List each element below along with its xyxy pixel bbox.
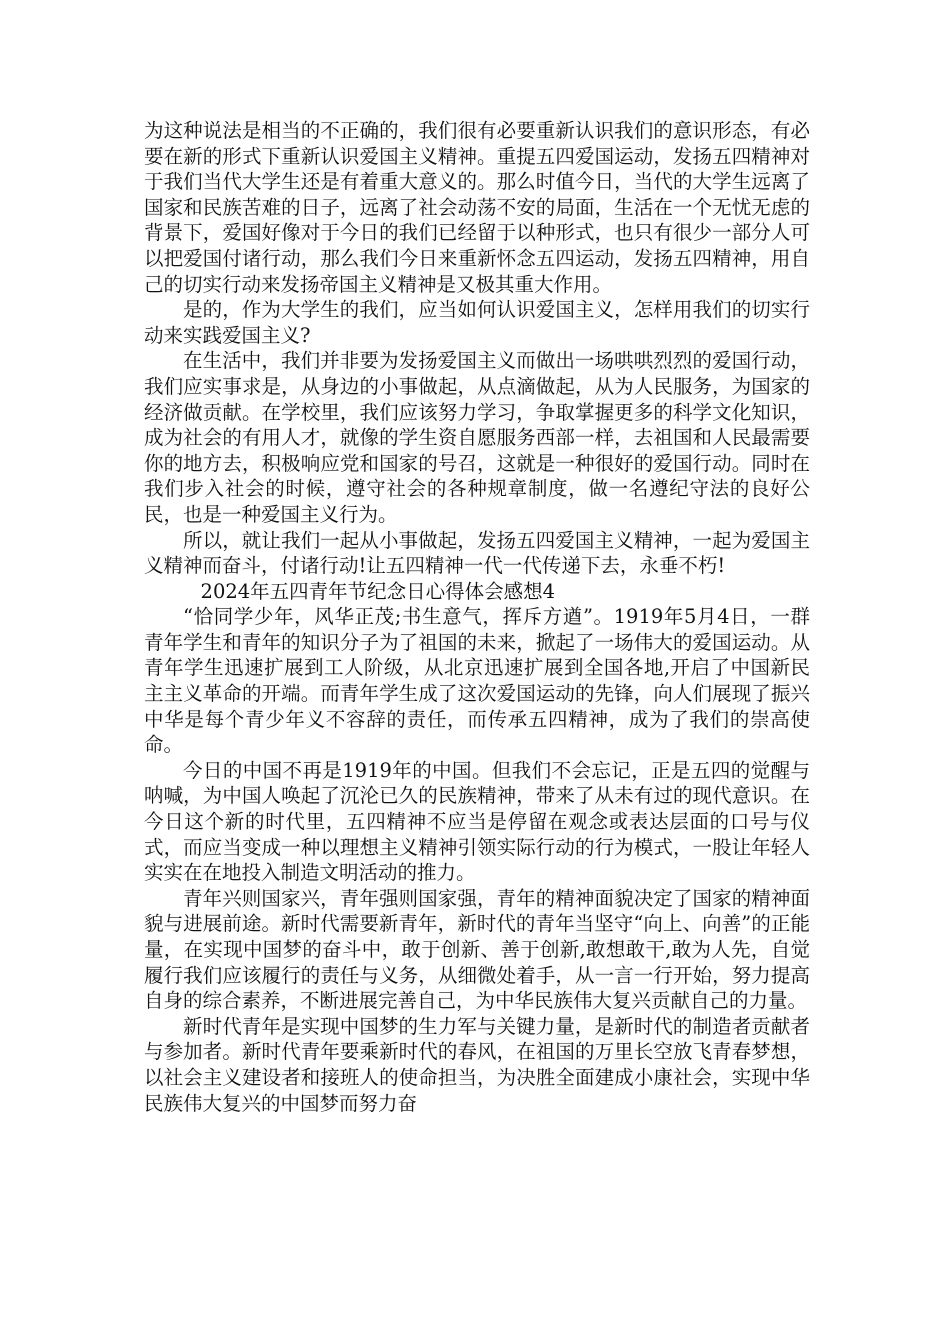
paragraph: 是的，作为大学生的我们，应当如何认识爱国主义，怎样用我们的切实行动来实践爱国主义? [144,298,810,347]
paragraph: 所以，就让我们一起从小事做起，发扬五四爱国主义精神，一起为爱国主义精神而奋斗，付诸行动!让五四精神一代一代传递下去，永垂不朽! [144,528,810,578]
paragraph: 在生活中，我们并非要为发扬爱国主义而做出一场哄哄烈烈的爱国行动，我们应实事求是，从身边的小事做起，从点滴做起，从为人民服务，为国家的经济做贡献。在学校里，我们应该努力学习，争取掌握更多的科学文化知识，成为社会的有用人才，就像的学生资自愿服务西部一样，去祖国和人民最需要你的地方去，积极响应党和国家的号召，这就是一种很好的爱国行动。同时在我们步入社会的时候，遵守社会的各种规章制度，做一名遵纪守法的良好公民，也是一种爱国主义行为。 [144,349,810,526]
document-body [144,118,810,1116]
section-heading: 2024年五四青年节纪念日心得体会感想4 [200,579,556,603]
paragraph: 青年兴则国家兴，青年强则国家强，青年的精神面貌决定了国家的精神面貌与进展前途。新时代需要新青年，新时代的青年当坚守“向上、向善”的正能量，在实现中国梦的奋斗中，敢于创新、善于创新,敢想敢干,敢为人先，自觉履行我们应该履行的责任与义务，从细微处着手，从一言一行开始，努力提高自身的综合素养，不断进展完善自己，为中华民族伟大复兴贡献自己的力量。 [144,886,810,1013]
paragraph: 新时代青年是实现中国梦的生力军与关键力量，是新时代的制造者贡献者与参加者。新时代青年要乘新时代的春风，在祖国的万里长空放飞青春梦想，以社会主义建设者和接班人的使命担当，为决胜全面建成小康社会，实现中华民族伟大复兴的中国梦而努力奋 [144,1014,810,1115]
paragraph: 今日的中国不再是1919年的中国。但我们不会忘记，正是五四的觉醒与呐喊，为中国人唤起了沉沦已久的民族精神，带来了从未有过的现代意识。在今日这个新的时代里，五四精神不应当是停留在观念或表达层面的口号与仪式，而应当变成一种以理想主义精神引领实际行动的行为模式，一股让年轻人实实在在地投入制造文明活动的推力。 [144,758,810,885]
paragraph: “恰同学少年，风华正茂;书生意气，挥斥方遒”。1919年5月4日，一群青年学生和青年的知识分子为了祖国的未来，掀起了一场伟大的爱国运动。从青年学生迅速扩展到工人阶级，从北京迅速扩展到全国各地,开启了中国新民主主义革命的开端。而青年学生成了这次爱国运动的先锋，向人们展现了振兴中华是每个青少年义不容辞的责任，而传承五四精神，成为了我们的崇高使命。 [144,605,810,757]
paragraph-continuation: 为这种说法是相当的不正确的，我们很有必要重新认识我们的意识形态，有必要在新的形式下重新认识爱国主义精神。重提五四爱国运动，发扬五四精神对于我们当代大学生还是有着重大意义的。那么时值今日，当代的大学生远离了国家和民族苦难的日子，远离了社会动荡不安的局面，生活在一个无忧无虑的背景下，爱国好像对于今日的我们已经留于以种形式，也只有很少一部分人可以把爱国付诸行动，那么我们今日来重新怀念五四运动，发扬五四精神，用自己的切实行动来发扬帝国主义精神是又极其重大作用。 [144,119,810,296]
